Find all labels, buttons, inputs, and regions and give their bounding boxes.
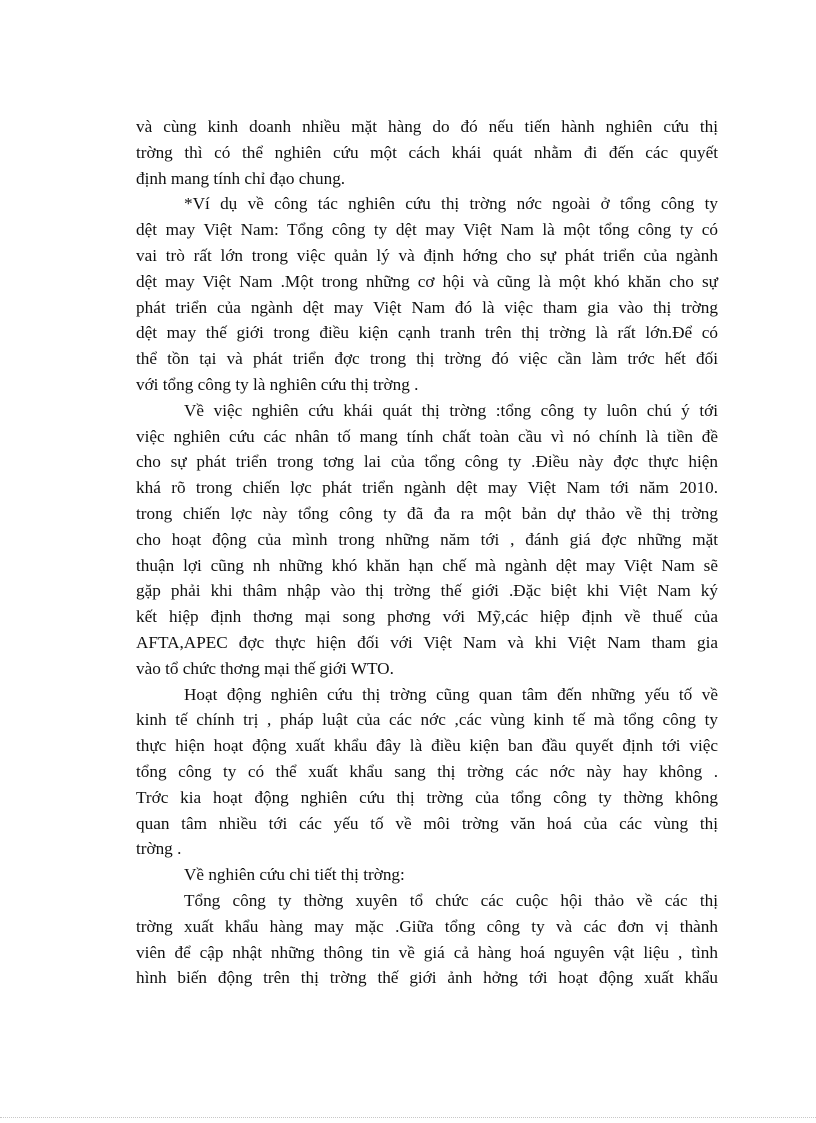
text-line: dệt may Việt Nam .Một trong những cơ hội và cũng là một khó khăn cho sự <box>136 271 718 291</box>
text-line: và cùng kinh doanh nhiều mặt hàng do đó nếu tiến hành nghiên cứu thị <box>136 117 718 136</box>
text-line: Trớc kia hoạt động nghiên cứu thị trờng của tổng công ty thờng không <box>136 787 718 807</box>
text-line: Về việc nghiên cứu khái quát thị trờng :tổng công ty luôn chú ý tới <box>184 400 718 420</box>
text-line: khá rõ trong chiến lợc phát triển ngành dệt may Việt Nam tới năm 2010. <box>136 478 718 498</box>
text-line: Về nghiên cứu chi tiết thị trờng: <box>184 865 405 885</box>
text-line: hình biến động trên thị trờng thế giới ảnh hởng tới hoạt động xuất khẩu <box>136 968 718 988</box>
body-text <box>136 114 718 991</box>
text-line: vào tổ chức thơng mại thế giới WTO. <box>136 658 394 678</box>
text-line: Tổng công ty thờng xuyên tổ chức các cuộc hội thảo về các thị <box>184 890 718 910</box>
text-line: dệt may thế giới trong điều kiện cạnh tranh trên thị trờng là rất lớn.Để có <box>136 323 718 343</box>
text-line: gặp phải khi thâm nhập vào thị trờng thế giới .Đặc biệt khi Việt Nam ký <box>136 581 718 601</box>
text-line: vai trò rất lớn trong việc quản lý và định hớng cho sự phát triển của ngành <box>136 245 718 265</box>
text-line: định mang tính chỉ đạo chung. <box>136 168 346 188</box>
text-line: với tổng công ty là nghiên cứu thị trờng . <box>136 374 419 394</box>
text-line: trong chiến lợc này tổng công ty đã đa ra một bản dự thảo về thị trờng <box>136 503 718 523</box>
text-line: cho hoạt động của mình trong những năm tới , đánh giá đợc những mặt <box>136 529 718 549</box>
text-line: viên để cập nhật những thông tin về giá cả hàng hoá nguyên vật liệu , tình <box>136 942 718 962</box>
text-line: dệt may Việt Nam: Tổng công ty dệt may Việt Nam là một tổng công ty có <box>136 220 718 240</box>
page-bottom-divider <box>0 1117 816 1118</box>
text-line: tổng công ty có thể xuất khẩu sang thị trờng các nớc này hay không . <box>136 761 718 781</box>
text-line: trờng thì có thể nghiên cứu một cách khái quát nhằm đi đến các quyết <box>136 142 718 162</box>
text-line: Hoạt động nghiên cứu thị trờng cũng quan tâm đến những yếu tố về <box>184 684 718 704</box>
text-line: thực hiện hoạt động xuất khẩu đây là điều kiện ban đầu quyết định tới việc <box>136 736 718 756</box>
text-line: việc nghiên cứu các nhân tố mang tính chất toàn cầu vì nó chính là tiền đề <box>136 426 718 446</box>
text-line: kinh tế chính trị , pháp luật của các nớc ,các vùng kinh tế mà tổng công ty <box>136 710 718 730</box>
text-line: AFTA,APEC đợc thực hiện đối với Việt Nam và khi Việt Nam tham gia <box>136 632 718 652</box>
text-line: thể tồn tại và phát triển đợc trong thị trờng đó việc cần làm trớc hết đối <box>136 349 718 369</box>
text-line: cho sự phát triển trong tơng lai của tổng công ty .Điều này đợc thực hiện <box>136 452 718 472</box>
text-line: phát triển của ngành dệt may Việt Nam đó là việc tham gia vào thị trờng <box>136 297 718 317</box>
text-line: quan tâm nhiều tới các yếu tố về môi trờng văn hoá của các vùng thị <box>136 813 718 833</box>
text-line: trờng xuất khẩu hàng may mặc .Giữa tổng công ty và các đơn vị thành <box>136 916 718 936</box>
text-line: trờng . <box>136 839 182 859</box>
text-line: kết hiệp định thơng mại song phơng với Mỹ,các hiệp định về thuế của <box>136 607 718 627</box>
text-line: *Ví dụ về công tác nghiên cứu thị trờng nớc ngoài ở tổng công ty <box>184 194 718 214</box>
text-line: thuận lợi cũng nh những khó khăn hạn chế mà ngành dệt may Việt Nam sẽ <box>136 555 718 575</box>
